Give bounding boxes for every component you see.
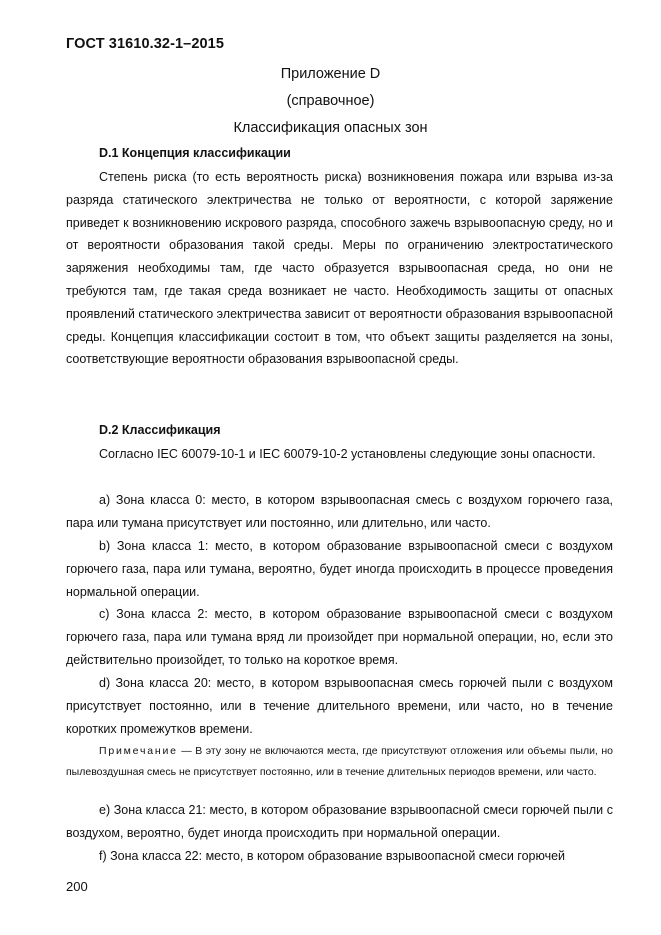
note — [66, 741, 613, 782]
section-d1-paragraph: Степень риска (то есть вероятность риска) возникновения пожара или взрыва из-за разряда статического электричества не только от вероятности, с которой заряжение приведет к возникновению искрового разряда, способного зажечь взрывоопасную среду, но и от вероятности образования такой среды. Меры по ограничению электростатического заряжения необходимы там, где часто образуется взрывоопасная среда, но они не требуются там, где такая среда возникает не часто. Необходимость защиты от опасных проявлений статического электричества зависит от вероятности образования взрывоопасной среды. Концепция классификации состоит в том, что объект защиты разделяется на зоны, соответствующие вероятности образования взрывоопасной среды. — [66, 170, 613, 367]
appendix-heading: Классификация опасных зон — [233, 120, 428, 136]
note-text: — В эту зону не включаются места, где присутствуют отложения или объемы пыли, но пылевоздушная смесь не присутствует постоянно, или в течение длительных периодов времени, или часто. — [66, 745, 613, 778]
list-item-zone-22: f) Зона класса 22: место, в котором образование взрывоопасной смеси горючей — [99, 849, 566, 863]
page-number: 200 — [66, 879, 88, 894]
appendix-title: Приложение D — [280, 66, 381, 82]
section-d1-heading: D.1 Концепция классификации — [99, 146, 291, 160]
standard-designation: ГОСТ 31610.32-1–2015 — [66, 36, 224, 52]
list-item-zone-20: d) Зона класса 20: место, в котором взрывоопасная смесь горючей пыли с воздухом присутствует постоянно, или в течение длительного времени, или часто, но в течение коротких промежутков времени. — [66, 676, 613, 736]
section-d2-heading: D.2 Классификация — [99, 423, 221, 437]
list-item-zone-0: a) Зона класса 0: место, в котором взрывоопасная смесь с воздухом горючего газа, пара или тумана присутствует или постоянно, или длительно, или часто. — [66, 493, 613, 530]
list-item-zone-2: c) Зона класса 2: место, в котором образование взрывоопасной смеси с воздухом горючего газа, пара или тумана вряд ли произойдет при нормальной операции, но, если это действительно произойдет, то только на короткое время. — [66, 607, 613, 667]
section-d2-intro: Согласно IEC 60079-10-1 и IEC 60079-10-2 установлены следующие зоны опасности. — [99, 447, 596, 461]
list-item-zone-1: b) Зона класса 1: место, в котором образование взрывоопасной смеси с воздухом горючего газа, пара или тумана, вероятно, будет иногда происходить в процессе проведения нормальной операции. — [66, 539, 613, 599]
note-label: Примечание — [99, 745, 178, 757]
list-item-zone-21: e) Зона класса 21: место, в котором образование взрывоопасной смеси горючей пыли с воздухом, вероятно, будет иногда происходить при нормальной операции. — [66, 803, 613, 840]
appendix-status: (справочное) — [286, 93, 375, 109]
